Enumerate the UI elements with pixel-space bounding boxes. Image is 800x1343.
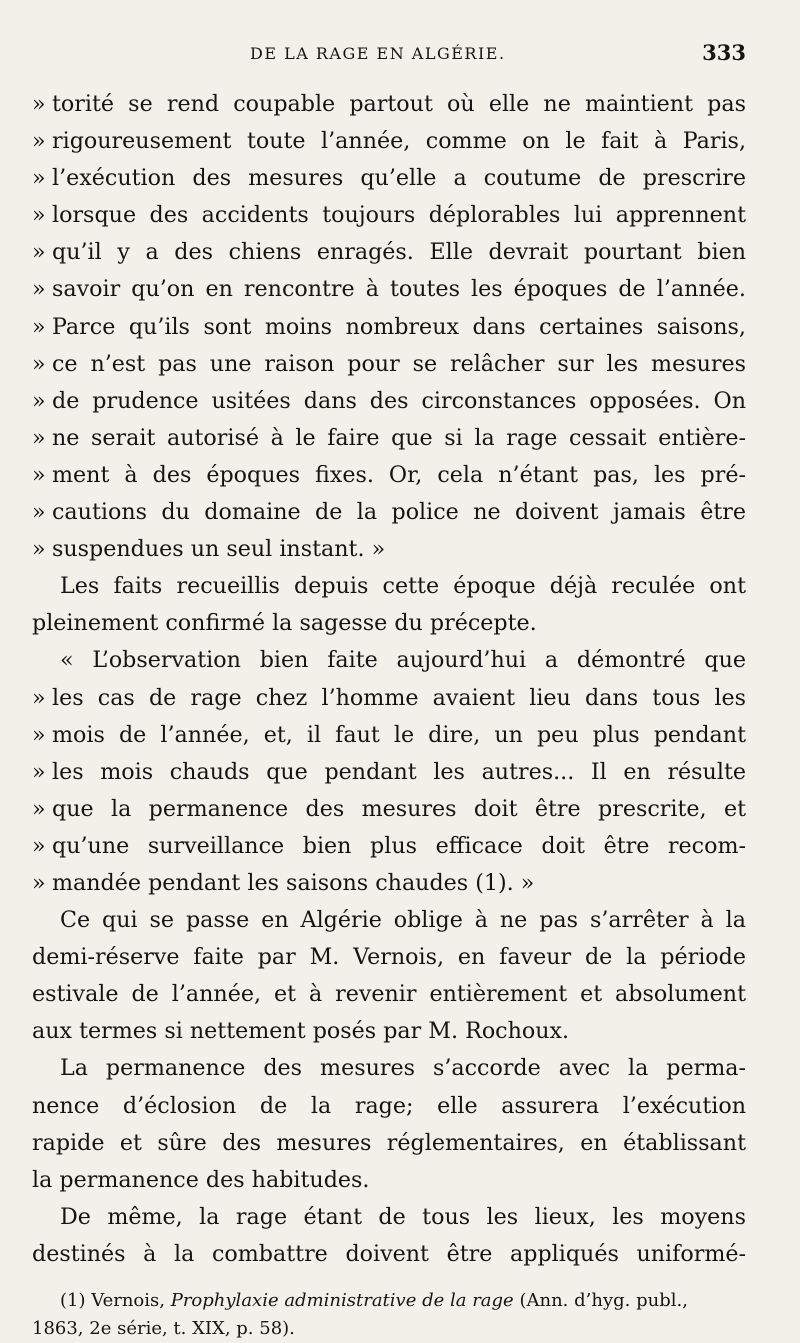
text-line <box>32 1088 746 1125</box>
line-text: ne serait autorisé à le faire que si la rage cessait entière- <box>52 424 746 451</box>
text-line <box>32 902 746 939</box>
line-text: La permanence des mesures s’accorde avec la perma- <box>60 1055 746 1082</box>
line-text: savoir qu’on en rencontre à toutes les époques de l’année. <box>52 276 746 303</box>
line-text: Les faits recueillis depuis cette époque déjà reculée ont <box>60 573 746 600</box>
text-line <box>32 234 746 271</box>
text-line <box>32 642 746 679</box>
text-line <box>32 494 746 531</box>
text-line <box>32 939 746 976</box>
quote-mark: » <box>32 684 46 711</box>
text-line <box>32 197 746 234</box>
footnote-line: 1863, 2e série, t. XIX, p. 58). <box>32 1318 295 1339</box>
line-text: estivale de l’année, et à revenir entièrement et absolument <box>32 981 746 1008</box>
page-header <box>32 38 746 74</box>
line-text: cautions du domaine de la police ne doivent jamais être <box>52 499 746 526</box>
page-number: 333 <box>702 40 746 65</box>
line-text: les cas de rage chez l’homme avaient lieu dans tous les <box>52 684 746 711</box>
quote-mark: » <box>32 424 46 451</box>
line-text: de prudence usitées dans des circonstances opposées. On <box>52 387 746 414</box>
text-line <box>32 1125 746 1162</box>
footnote-author: Vernois, <box>91 1290 165 1311</box>
footnote-title: Prophylaxie administrative de la rage <box>170 1290 514 1311</box>
text-line <box>32 309 746 346</box>
line-text: ce n’est pas une raison pour se relâcher sur les mesures <box>52 350 746 377</box>
footnote-marker: (1) <box>60 1290 86 1311</box>
text-line <box>32 271 746 308</box>
quote-mark: » <box>32 165 46 192</box>
line-text: demi-réserve faite par M. Vernois, en faveur de la période <box>32 944 746 971</box>
text-line <box>32 346 746 383</box>
line-text: ment à des époques fixes. Or, cela n’étant pas, les pré- <box>52 461 746 488</box>
text-line <box>32 1236 746 1273</box>
text-line <box>32 1050 746 1087</box>
line-text: Parce qu’ils sont moins nombreux dans certaines saisons, <box>52 313 746 340</box>
line-text: « L’observation bien faite aujourd’hui a démontré que <box>60 647 746 674</box>
line-text: torité se rend coupable partout où elle ne maintient pas <box>52 91 746 117</box>
text-line <box>32 568 746 605</box>
line-text: rigoureusement toute l’année, comme on le fait à Paris, <box>52 128 746 155</box>
text-line <box>32 1199 746 1236</box>
text-line <box>32 754 746 791</box>
line-text: que la permanence des mesures doit être prescrite, et <box>52 795 746 822</box>
line-text: la permanence des habitudes. <box>32 1166 370 1193</box>
quote-mark: » <box>32 239 46 266</box>
quote-mark: » <box>32 499 46 526</box>
quote-mark: » <box>32 91 46 117</box>
text-line <box>32 160 746 197</box>
quote-mark: » <box>32 869 46 896</box>
quote-mark: » <box>32 721 46 748</box>
text-line <box>32 717 746 754</box>
line-text: l’exécution des mesures qu’elle a coutume de prescrire <box>52 165 746 192</box>
line-text: destinés à la combattre doivent être appliqués uniformé- <box>32 1240 746 1267</box>
quote-mark: » <box>32 276 46 303</box>
line-text: Ce qui se passe en Algérie oblige à ne pas s’arrêter à la <box>60 907 746 934</box>
quote-mark: » <box>32 461 46 488</box>
text-line <box>32 1013 746 1050</box>
text-line <box>32 531 746 568</box>
text-line <box>32 383 746 420</box>
quote-mark: » <box>32 128 46 155</box>
quote-mark: » <box>32 313 46 340</box>
text-line <box>32 1162 746 1199</box>
line-text: les mois chauds que pendant les autres... Il en résulte <box>52 758 746 785</box>
text-line <box>32 123 746 160</box>
line-text: suspendues un seul instant. » <box>52 536 386 563</box>
quote-mark: » <box>32 202 46 229</box>
text-line <box>32 605 746 642</box>
line-text: De même, la rage étant de tous les lieux, les moyens <box>60 1203 746 1230</box>
quote-mark: » <box>32 350 46 377</box>
quote-mark: » <box>32 387 46 414</box>
text-line <box>32 457 746 494</box>
quote-mark: » <box>32 795 46 822</box>
text-line <box>32 680 746 717</box>
footnote-line <box>32 1287 746 1315</box>
line-text: qu’une surveillance bien plus efficace doit être recom- <box>52 832 746 859</box>
line-text: qu’il y a des chiens enragés. Elle devrait pourtant bien <box>52 239 746 266</box>
text-line <box>32 420 746 457</box>
line-text: mandée pendant les saisons chaudes (1). » <box>52 869 535 896</box>
running-title: DE LA RAGE EN ALGÉRIE. <box>250 44 506 63</box>
line-text: aux termes si nettement posés par M. Rochoux. <box>32 1018 570 1045</box>
footnote <box>32 1287 746 1343</box>
text-line <box>32 865 746 902</box>
text-line <box>32 86 746 123</box>
quote-mark: » <box>32 536 46 563</box>
footnote-source: (Ann. d’hyg. publ., <box>519 1290 688 1311</box>
line-text: rapide et sûre des mesures réglementaires, en établissant <box>32 1129 746 1156</box>
line-text: lorsque des accidents toujours déplorables lui apprennent <box>52 202 746 229</box>
quote-mark: » <box>32 832 46 859</box>
body-text <box>32 86 746 1273</box>
text-line <box>32 828 746 865</box>
quote-mark: » <box>32 758 46 785</box>
line-text: mois de l’année, et, il faut le dire, un peu plus pendant <box>52 721 746 748</box>
line-text: pleinement confirmé la sagesse du précepte. <box>32 610 537 637</box>
line-text: nence d’éclosion de la rage; elle assurera l’exécution <box>32 1092 746 1119</box>
text-line <box>32 791 746 828</box>
text-line <box>32 976 746 1013</box>
